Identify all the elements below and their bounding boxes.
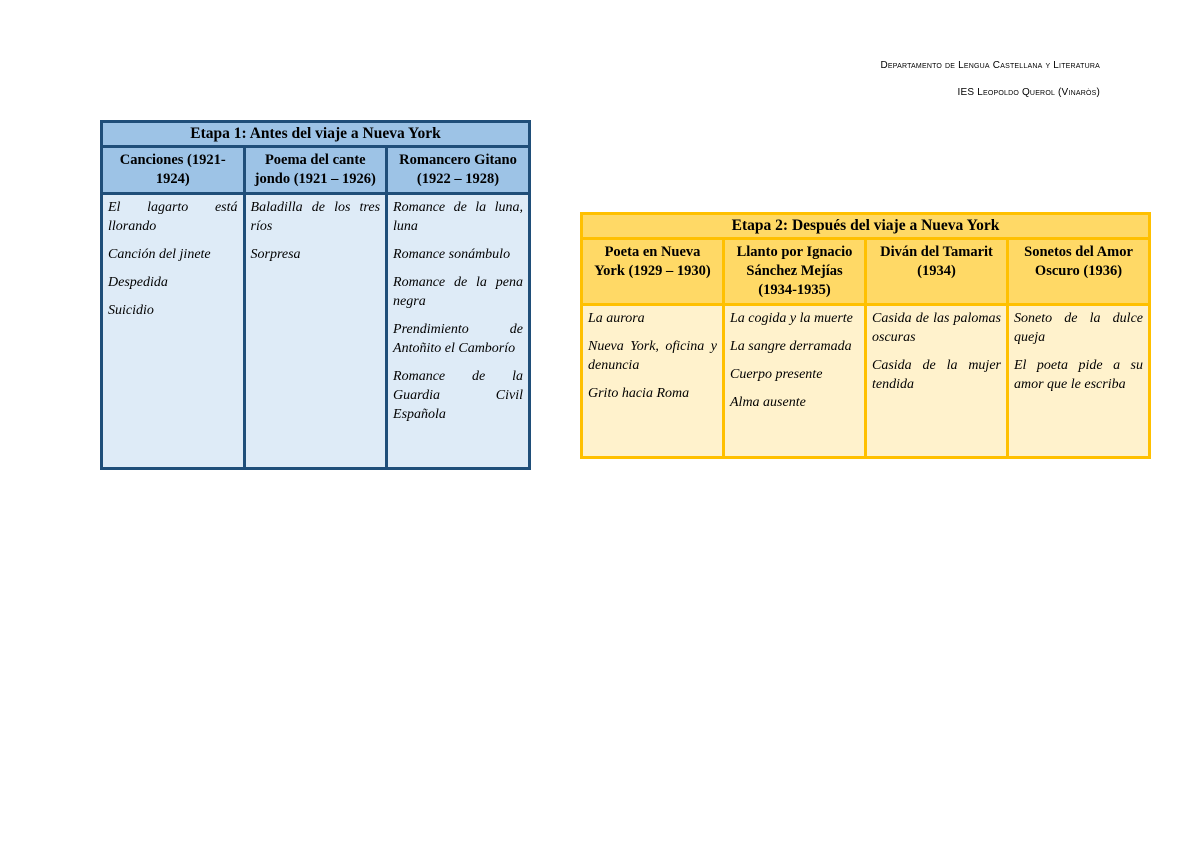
poem-item: Alma ausente [730, 395, 806, 410]
poem-item: Sorpresa [250, 247, 301, 262]
poem-item: Nueva York, oficina y denuncia [588, 339, 717, 373]
etapa2-poems-divan [867, 306, 1006, 456]
poem-item: Romance sonámbulo [393, 247, 511, 262]
poem-item: La sangre derramada [730, 339, 852, 354]
poem-item: Prendimiento de Antoñito el Camborío [393, 322, 523, 356]
school-name: IES Leopoldo Querol (Vinaròs) [957, 87, 1100, 98]
poem-item: Canción del jinete [108, 247, 211, 262]
etapa1-heading-romancero: Romancero Gitano (1922 – 1928) [388, 148, 528, 192]
etapa2-poems-poeta-nueva-york [583, 306, 722, 456]
poem-item: Romance de la pena negra [393, 275, 523, 309]
poem-item: Cuerpo presente [730, 367, 823, 382]
poem-item: Romance de la Guardia Civil Española [393, 369, 523, 422]
etapa1-poems-romancero [388, 195, 528, 467]
etapa2-table [580, 212, 1151, 459]
etapa1-heading-cante-jondo: Poema del cante jondo (1921 – 1926) [246, 148, 386, 192]
poem-item: Casida de la mujer tendida [872, 358, 1001, 392]
poem-item: La cogida y la muerte [730, 311, 853, 326]
poem-item: Baladilla de los tres ríos [250, 200, 381, 234]
etapa2-poems-llanto [725, 306, 864, 456]
poem-item: Soneto de la dulce queja [1014, 311, 1143, 345]
etapa1-poems-cante-jondo [246, 195, 386, 467]
poem-item: Casida de las palomas oscuras [872, 311, 1001, 345]
etapa2-heading-poeta-nueva-york: Poeta en Nueva York (1929 – 1930) [583, 240, 722, 303]
poem-item: Suicidio [108, 303, 154, 318]
etapa1-table [100, 120, 531, 470]
poem-item: La aurora [588, 311, 645, 326]
department-name: Departamento de Lengua Castellana y Literatura [880, 60, 1100, 71]
etapa2-poems-sonetos [1009, 306, 1148, 456]
poem-item: El lagarto está llorando [108, 200, 238, 234]
poem-item: Despedida [108, 275, 168, 290]
etapa1-title: Etapa 1: Antes del viaje a Nueva York [103, 123, 528, 145]
etapa2-heading-llanto: Llanto por Ignacio Sánchez Mejías (1934-1935) [725, 240, 864, 303]
etapa1-poems-canciones [103, 195, 243, 467]
etapa2-heading-divan: Diván del Tamarit (1934) [867, 240, 1006, 303]
poem-item: Grito hacia Roma [588, 386, 690, 401]
document-header [880, 52, 1100, 106]
etapa1-heading-canciones: Canciones (1921-1924) [103, 148, 243, 192]
poem-item: Romance de la luna, luna [393, 200, 523, 234]
poem-item: El poeta pide a su amor que le escriba [1014, 358, 1143, 392]
etapa2-heading-sonetos: Sonetos del Amor Oscuro (1936) [1009, 240, 1148, 303]
etapa2-title: Etapa 2: Después del viaje a Nueva York [583, 215, 1148, 237]
